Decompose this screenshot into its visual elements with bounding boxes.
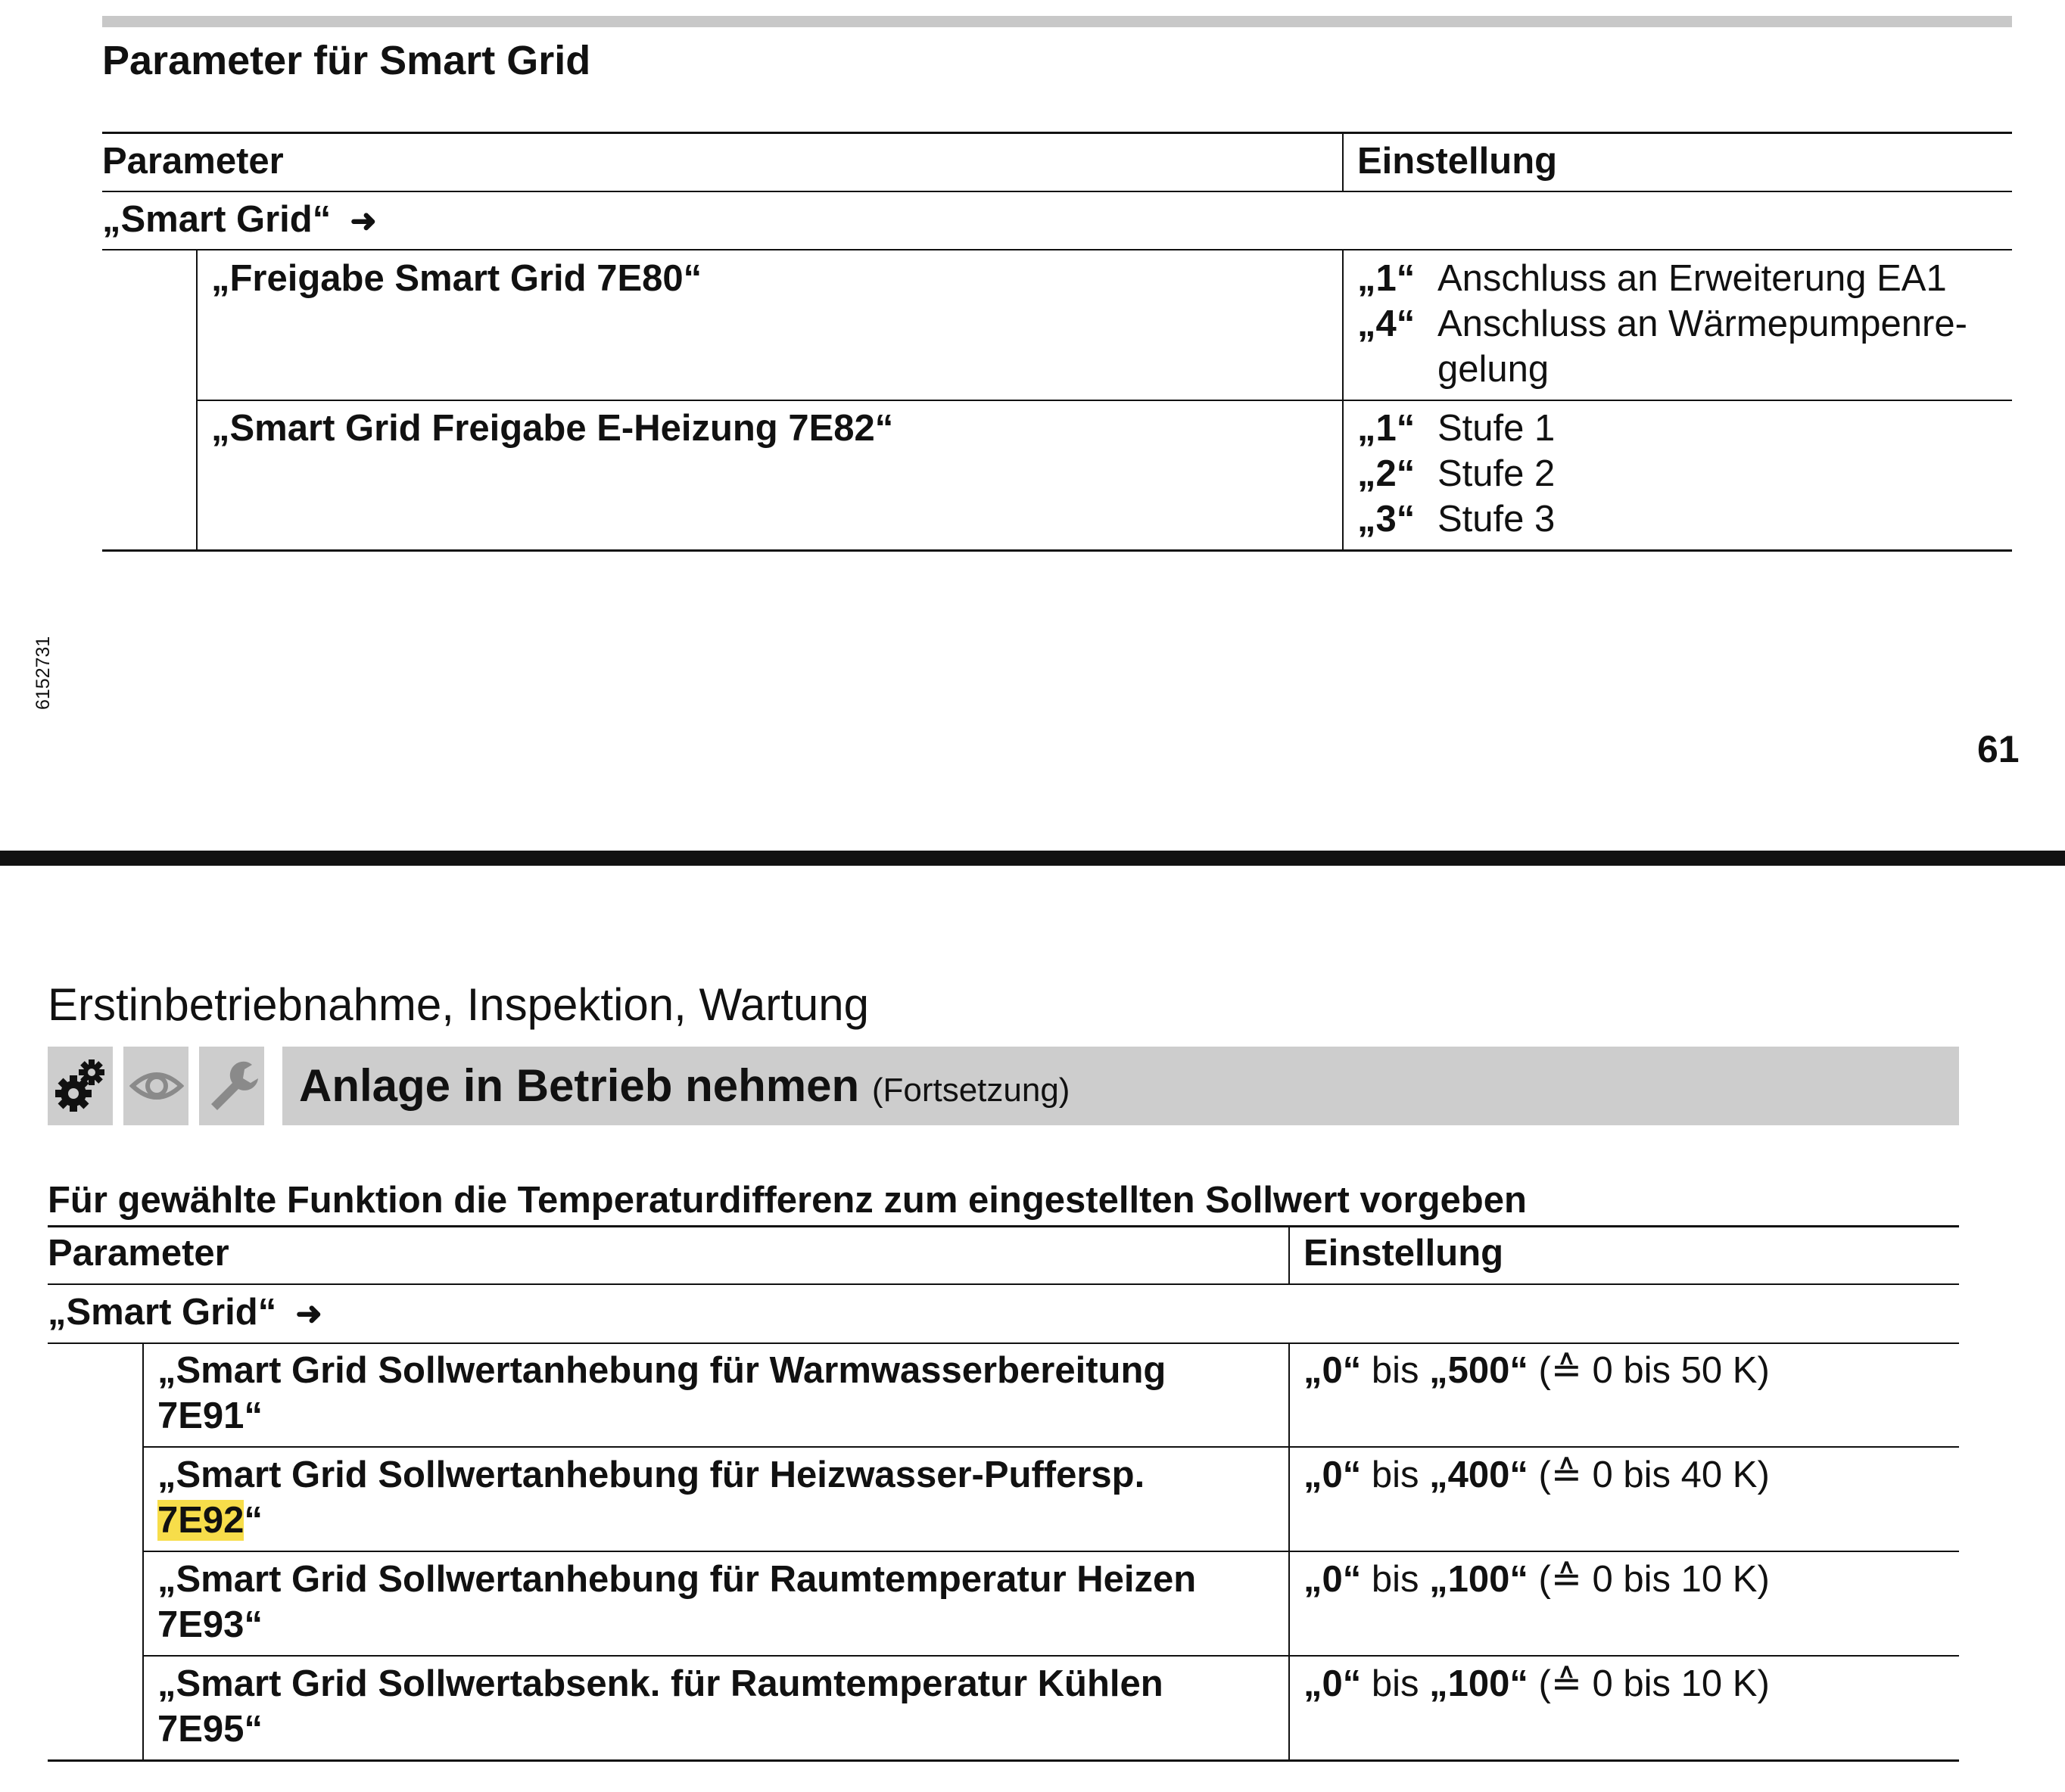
table-rule (48, 1759, 1959, 1762)
setting-range: „0“ bis „400“ (≙ 0 bis 40 K) (1303, 1454, 1770, 1495)
setting-line (1357, 451, 1555, 496)
gears-icon (48, 1047, 113, 1125)
table-rule (48, 1342, 1959, 1344)
param-code-line: 7E91“ (157, 1395, 263, 1436)
table-rule (143, 1655, 1959, 1657)
setting-line (1357, 347, 1549, 392)
param-code-line: 7E93“ (157, 1604, 263, 1645)
table-rule (143, 1446, 1959, 1448)
column-divider (1342, 250, 1344, 551)
group-label: „Smart Grid“ (48, 1292, 277, 1333)
param-name: „Freigabe Smart Grid 7E80“ (211, 258, 702, 299)
param-code: 7E95 (157, 1709, 244, 1750)
table-rule (102, 549, 2012, 552)
group-row (48, 1290, 322, 1336)
header-einstellung: Einstellung (1357, 141, 1558, 182)
column-divider (1288, 1226, 1290, 1285)
setting-line (1357, 256, 1947, 301)
setting-text: Stufe 1 (1437, 408, 1556, 449)
table-rule (102, 132, 2012, 134)
table-rule (197, 400, 2012, 401)
param-name: „Smart Grid Sollwertanhebung für Warmwasserbereitung (157, 1350, 1166, 1391)
column-divider (1288, 1343, 1290, 1761)
setting-text: Anschluss an Erweiterung EA1 (1437, 258, 1947, 299)
setting-text: Anschluss an Wärmepumpenre- (1437, 303, 1967, 344)
section-title: Parameter für Smart Grid (102, 38, 591, 83)
header-parameter: Parameter (48, 1233, 229, 1274)
indent-divider (142, 1343, 144, 1761)
setting-code: „1“ (1357, 408, 1416, 449)
setting-line (1357, 406, 1555, 451)
setting-range: „0“ bis „100“ (≙ 0 bis 10 K) (1303, 1663, 1770, 1704)
page-number: 61 (1977, 728, 2020, 770)
wrench-icon (199, 1047, 264, 1125)
page-separator (0, 851, 2065, 866)
table-rule (102, 249, 2012, 250)
setting-code: „1“ (1357, 258, 1416, 299)
setting-line (1357, 496, 1555, 542)
arrow-right-icon: ➜ (341, 203, 377, 238)
group-row (102, 197, 377, 244)
banner-title: Anlage in Betrieb nehmen (Fortsetzung) (299, 1060, 1070, 1111)
setting-code: „3“ (1357, 499, 1416, 540)
column-divider (1342, 132, 1344, 191)
param-code-line: 7E92“ (157, 1500, 263, 1541)
param-code: 7E91 (157, 1395, 244, 1436)
eye-icon (123, 1047, 188, 1125)
param-code-line: 7E95“ (157, 1709, 263, 1750)
setting-range: „0“ bis „500“ (≙ 0 bis 50 K) (1303, 1350, 1770, 1391)
param-code-highlighted: 7E92 (157, 1500, 244, 1541)
doc-number: 6152731 (33, 636, 54, 710)
chapter-heading: Erstinbetriebnahme, Inspektion, Wartung (48, 979, 870, 1030)
table-rule (102, 191, 2012, 192)
setting-code: „4“ (1357, 303, 1416, 344)
setting-text: Stufe 2 (1437, 453, 1556, 494)
indent-divider (196, 250, 198, 551)
param-code: 7E93 (157, 1604, 244, 1645)
setting-text: gelung (1437, 349, 1550, 390)
table-title: Für gewählte Funktion die Temperaturdifferenz zum eingestellten Sollwert vorgeben (48, 1180, 1527, 1221)
table-rule (48, 1283, 1959, 1285)
group-label: „Smart Grid“ (102, 199, 332, 240)
section-banner (282, 1047, 1959, 1125)
arrow-right-icon: ➜ (286, 1296, 322, 1331)
banner-suffix: (Fortsetzung) (871, 1072, 1070, 1109)
param-name: „Smart Grid Sollwertanhebung für Heizwasser-Puffersp. (157, 1454, 1145, 1495)
top-gray-rule (102, 16, 2012, 27)
setting-code: „2“ (1357, 453, 1416, 494)
table-rule (48, 1225, 1959, 1227)
setting-line (1357, 301, 1967, 347)
param-name: „Smart Grid Sollwertabsenk. für Raumtemperatur Kühlen (157, 1663, 1163, 1704)
header-parameter: Parameter (102, 141, 284, 182)
setting-text: Stufe 3 (1437, 499, 1556, 540)
setting-range: „0“ bis „100“ (≙ 0 bis 10 K) (1303, 1559, 1770, 1600)
param-name: „Smart Grid Sollwertanhebung für Raumtemperatur Heizen (157, 1559, 1197, 1600)
table-rule (143, 1551, 1959, 1552)
param-name: „Smart Grid Freigabe E-Heizung 7E82“ (211, 408, 894, 449)
header-einstellung: Einstellung (1303, 1233, 1504, 1274)
